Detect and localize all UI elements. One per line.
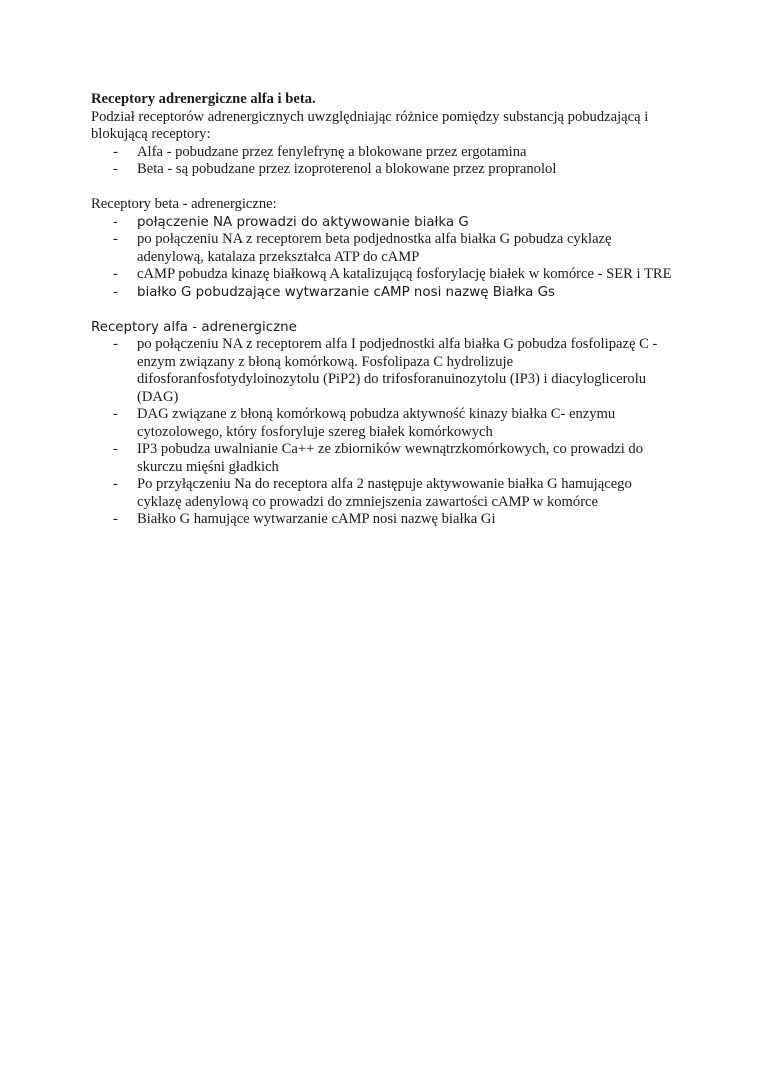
list-item-text: Alfa - pobudzane przez fenylefrynę a blokowane przez ergotamina — [137, 143, 527, 160]
list-item — [91, 476, 676, 511]
paragraph-spacer — [91, 301, 676, 319]
list-item-text: IP3 pobudza uwalnianie Ca++ ze zbiorników wewnątrzkomórkowych, co prowadzi do skurczu mięśni gładkich — [137, 441, 644, 475]
dash-bullet: - — [113, 231, 118, 247]
document-title: Receptory adrenergiczne alfa i beta. — [91, 91, 316, 107]
list-item-text: połączenie NA prowadzi do aktywowanie białka G — [137, 214, 469, 230]
list-item — [91, 284, 676, 302]
dash-bullet: - — [113, 266, 118, 282]
dash-bullet: - — [113, 161, 118, 177]
list-item — [91, 441, 676, 476]
paragraph-spacer — [91, 179, 676, 197]
list-item-text: po połączeniu NA z receptorem alfa I podjednostki alfa białka G pobudza fosfolipazę C - enzym związany z błoną komórkową. Fosfolipaza C hydrolizuje difosforanfosfotydyloinozytolu (PiP2) do trifosforanuinozytolu (IP3) i diacyloglicerolu (DAG) — [137, 336, 658, 405]
dash-bullet: - — [113, 441, 118, 457]
document-body — [91, 91, 676, 529]
list-item — [91, 406, 676, 441]
dash-bullet: - — [113, 143, 118, 160]
dash-bullet: - — [113, 284, 118, 300]
list-item-text: Białko G hamujące wytwarzanie cAMP nosi nazwę białka Gi — [137, 511, 496, 527]
dash-bullet: - — [113, 511, 118, 527]
intro-paragraph: Podział receptorów adrenergicznych uwzględniając różnice pomiędzy substancją pobudzającą i blokującą receptory: — [91, 108, 649, 142]
dash-bullet: - — [113, 406, 118, 422]
list-item — [91, 231, 676, 266]
alfa-section-heading: Receptory alfa - adrenergiczne — [91, 319, 297, 335]
list-item-text: Po przyłączeniu Na do receptora alfa 2 następuje aktywowanie białka G hamującego cyklazę adenylową co prowadzi do zmniejszenia zawartości cAMP w komórce — [137, 476, 632, 510]
dash-bullet: - — [113, 476, 118, 492]
dash-bullet: - — [113, 336, 118, 352]
list-item-text: białko G pobudzające wytwarzanie cAMP nosi nazwę Białka Gs — [137, 284, 555, 300]
list-item-text: DAG związane z błoną komórkową pobudza aktywność kinazy białka C- enzymu cytozolowego, który fosforyluje szereg białek komórkowych — [137, 406, 616, 440]
list-item — [91, 336, 676, 406]
list-item-text: cAMP pobudza kinazę białkową A katalizującą fosforylację białek w komórce - SER i TRE — [137, 266, 672, 282]
list-item — [91, 161, 676, 179]
list-item — [91, 511, 676, 529]
intro-list — [91, 144, 676, 179]
beta-section-heading: Receptory beta - adrenergiczne: — [91, 196, 277, 212]
list-item — [91, 266, 676, 284]
list-item-text: po połączeniu NA z receptorem beta podjednostka alfa białka G pobudza cyklazę adenylową, katalaza przekształca ATP do cAMP — [137, 231, 612, 265]
beta-list — [91, 214, 676, 302]
list-item — [91, 214, 676, 232]
alfa-list — [91, 336, 676, 529]
list-item-text: Beta - są pobudzane przez izoproterenol a blokowane przez propranolol — [137, 161, 557, 177]
dash-bullet: - — [113, 214, 118, 230]
list-item — [91, 144, 676, 162]
